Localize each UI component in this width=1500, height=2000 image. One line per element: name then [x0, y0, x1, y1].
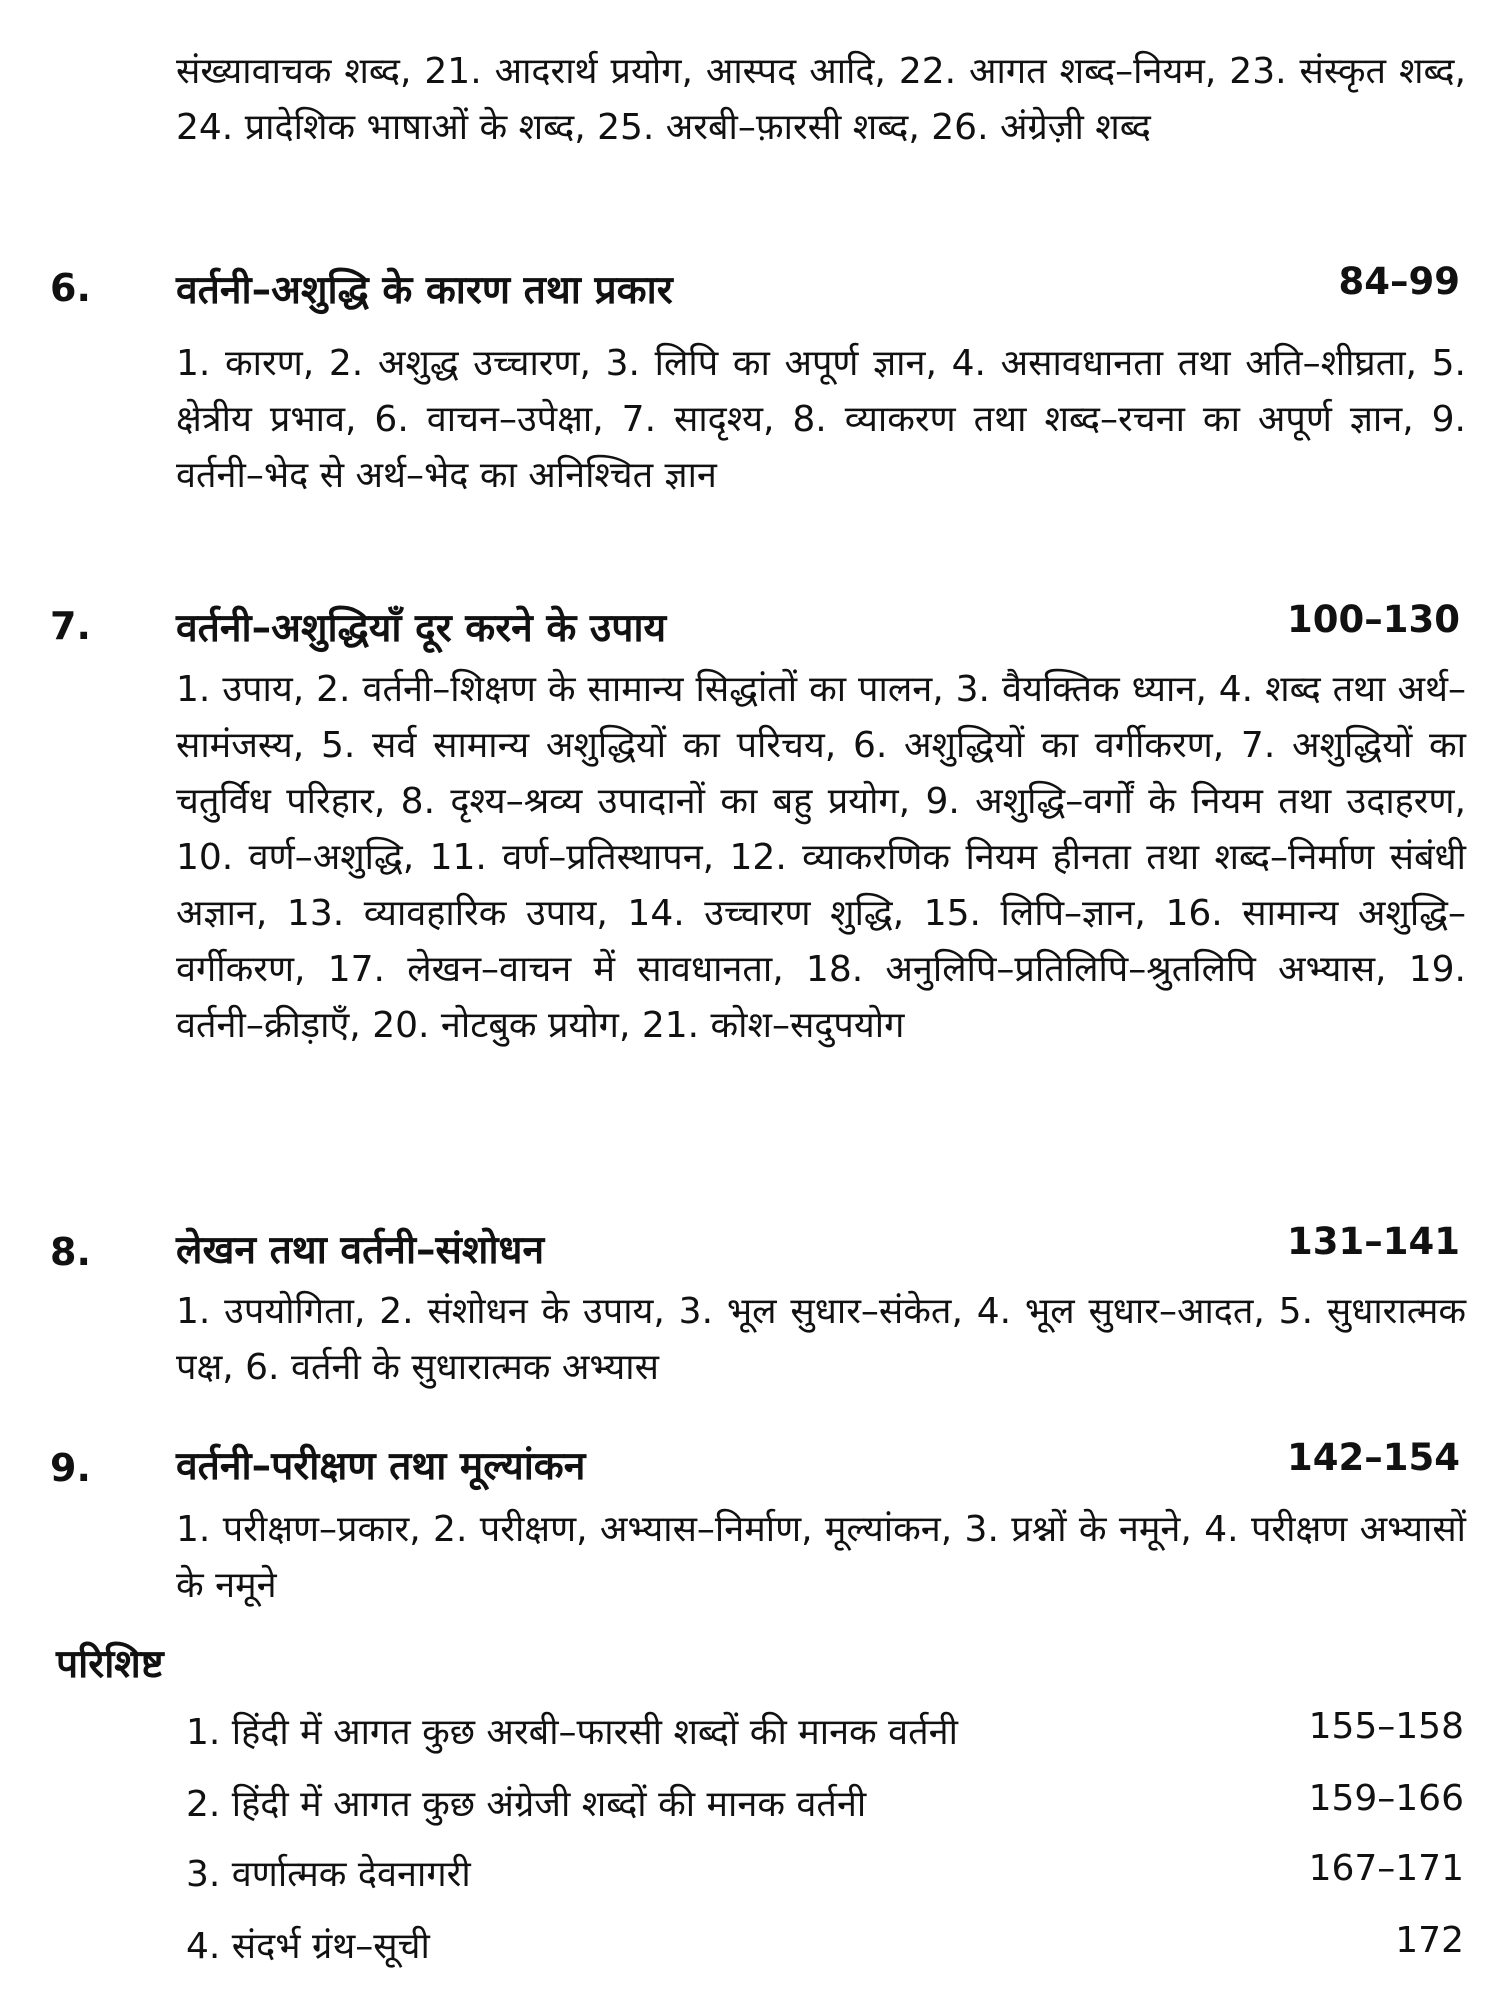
chapter-6-title: वर्तनी–अशुद्धि के कारण तथा प्रकार	[176, 268, 673, 313]
appendix-heading: परिशिष्ट	[56, 1642, 164, 1687]
chapter-9-topics: 1. परीक्षण–प्रकार, 2. परीक्षण, अभ्यास–निर्माण, मूल्यांकन, 3. प्रश्नों के नमूने, 4. परीक्षण अभ्यासों के नमूने	[176, 1509, 1466, 1606]
chapter-8-topics: 1. उपयोगिता, 2. संशोधन के उपाय, 3. भूल सुधार–संकेत, 4. भूल सुधार–आदत, 5. सुधारात्मक पक्ष, 6. वर्तनी के सुधारात्मक अभ्यास	[176, 1291, 1466, 1388]
chapter-7-number: 7.	[50, 604, 91, 648]
appendix-item-3: 3. वर्णात्मक देवनागरी	[186, 1854, 471, 1895]
chapter-5-topics-continued: संख्यावाचक शब्द, 21. आदरार्थ प्रयोग, आस्पद आदि, 22. आगत शब्द–नियम, 23. संस्कृत शब्द, 24. प्रादेशिक भाषाओं के शब्द, 25. अरबी–फ़ारसी शब्द, 26. अंग्रेज़ी शब्द	[176, 51, 1466, 148]
chapter-6-number: 6.	[50, 266, 91, 310]
appendix-item-2: 2. हिंदी में आगत कुछ अंग्रेजी शब्दों की मानक वर्तनी	[186, 1784, 867, 1825]
appendix-item-1: 1. हिंदी में आगत कुछ अरबी–फारसी शब्दों की मानक वर्तनी	[186, 1712, 958, 1753]
chapter-8-number: 8.	[50, 1230, 91, 1274]
chapter-9-title: वर्तनी–परीक्षण तथा मूल्यांकन	[176, 1444, 586, 1489]
appendix-item-2-pages: 159–166	[1308, 1778, 1464, 1819]
chapter-9-pages: 142–154	[1287, 1436, 1460, 1479]
appendix-item-4-pages: 172	[1395, 1920, 1464, 1961]
chapter-7-topics: 1. उपाय, 2. वर्तनी–शिक्षण के सामान्य सिद्धांतों का पालन, 3. वैयक्तिक ध्यान, 4. शब्द तथा अर्थ–सामंजस्य, 5. सर्व सामान्य अशुद्धियों का परिचय, 6. अशुद्धियों का वर्गीकरण, 7. अशुद्धियों का चतुर्विध परिहार, 8. दृश्य–श्रव्य उपादानों का बहु प्रयोग, 9. अशुद्धि–वर्गों के नियम तथा उदाहरण, 10. वर्ण–अशुद्धि, 11. वर्ण–प्रतिस्थापन, 12. व्याकरणिक नियम हीनता तथा शब्द–निर्माण संबंधी अज्ञान, 13. व्यावहारिक उपाय, 14. उच्चारण शुद्धि, 15. लिपि–ज्ञान, 16. सामान्य अशुद्धि–वर्गीकरण, 17. लेखन–वाचन में सावधानता, 18. अनुलिपि–प्रतिलिपि–श्रुतलिपि अभ्यास, 19. वर्तनी–क्रीड़ाएँ, 20. नोटबुक प्रयोग, 21. कोश–सदुपयोग	[176, 669, 1466, 1046]
chapter-8-title: लेखन तथा वर्तनी–संशोधन	[176, 1228, 545, 1273]
appendix-item-4: 4. संदर्भ ग्रंथ–सूची	[186, 1926, 430, 1967]
chapter-7-title: वर्तनी–अशुद्धियाँ दूर करने के उपाय	[176, 606, 667, 651]
chapter-7-pages: 100–130	[1287, 598, 1460, 641]
chapter-8-pages: 131–141	[1287, 1220, 1460, 1263]
appendix-item-1-pages: 155–158	[1308, 1706, 1464, 1747]
appendix-item-3-pages: 167–171	[1308, 1848, 1464, 1889]
chapter-6-topics: 1. कारण, 2. अशुद्ध उच्चारण, 3. लिपि का अपूर्ण ज्ञान, 4. असावधानता तथा अति–शीघ्रता, 5. क्षेत्रीय प्रभाव, 6. वाचन–उपेक्षा, 7. सादृश्य, 8. व्याकरण तथा शब्द–रचना का अपूर्ण ज्ञान, 9. वर्तनी–भेद से अर्थ–भेद का अनिश्चित ज्ञान	[176, 343, 1466, 496]
chapter-6-pages: 84–99	[1338, 260, 1460, 303]
chapter-9-number: 9.	[50, 1446, 91, 1490]
